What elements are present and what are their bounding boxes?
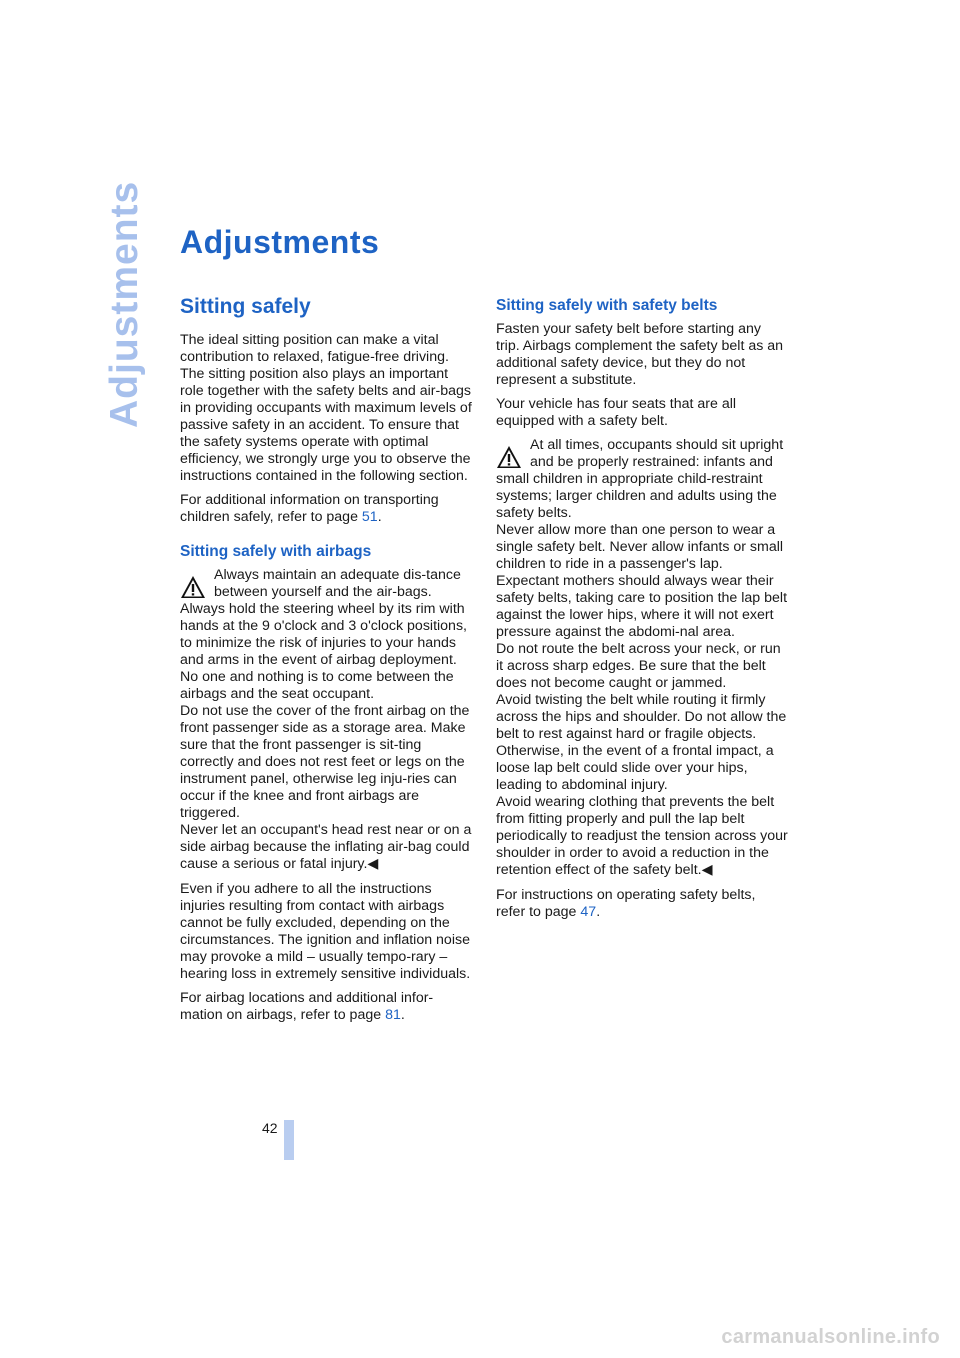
injuries-paragraph: Even if you adhere to all the instructions injuries resulting from contact with airbags cannot be fully excluded, depending on the circumstances. The ignition and inflation noise may provoke a mild – usually tempo-rary – hearing loss in extremely sensitive individuals. — [180, 881, 471, 982]
subheading-safety-belts: Sitting safely with safety belts — [496, 297, 718, 314]
belt-warning-text-1: At all times, occupants should sit upright and be properly restrained: infants and small children in appropriate child-restraint systems; larger children and adults using the safety belts. — [496, 437, 784, 521]
chapter-title: Adjustments — [180, 224, 380, 260]
side-chapter-tab: Adjustments — [103, 180, 146, 428]
subheading-airbags: Sitting safely with airbags — [180, 543, 372, 560]
watermark: carmanualsonline.info — [721, 1326, 940, 1348]
transport-paragraph: For additional information on transporting children safely, refer to page 51. — [180, 492, 439, 525]
belts-paragraph-1: Fasten your safety belt before starting any trip. Airbags complement the safety belt as an additional safety device, but they do not represent a substitute. — [496, 321, 784, 388]
airbag-warning-text-3: Do not use the cover of the front airbag on the front passenger side as a storage area. Make sure that the front passenger is sit-ting correctly and does not rest feet or legs on the instrument panel, otherwise leg inju-ries can occur if the knee and front airbags are triggered. — [180, 703, 470, 821]
intro-paragraph: The ideal sitting position can make a vital contribution to relaxed, fatigue-free driving. The sitting position also plays an important role together with the safety belts and air-bags in providing occupants with maximum levels of passive safety in an accident. To ensure that the safety systems operate with optimal efficiency, we strongly urge you to observe the instructions contained in the following section. — [180, 332, 472, 484]
belt-warning-text-4: Do not route the belt across your neck, or run it across sharp edges. Be sure that the belt does not become caught or jammed. — [496, 641, 781, 691]
airbag-locations-paragraph: For airbag locations and additional infor-mation on airbags, refer to page 81. — [180, 990, 434, 1023]
page-link-47[interactable]: 47 — [580, 904, 597, 920]
airbag-warning — [180, 567, 472, 873]
page-number: 42 — [262, 1120, 278, 1136]
safety-belt-warning — [496, 437, 788, 879]
page-number-bar — [284, 1120, 294, 1160]
airbag-warning-text-2: No one and nothing is to come between the airbags and the seat occupant. — [180, 669, 454, 702]
belt-warning-text-5: Avoid twisting the belt while routing it firmly across the hips and shoulder. Do not allow the belt to rest against hard or fragile objects. Otherwise, in the event of a frontal impact, a loose lap belt could slide over your hips, leading to abdominal injury. — [496, 692, 787, 793]
page-link-51[interactable]: 51 — [361, 509, 378, 525]
belt-instructions-paragraph: For instructions on operating safety belts, refer to page 47. — [496, 887, 756, 920]
airbag-warning-text-1: Always maintain an adequate dis-tance between yourself and the air-bags. Always hold the steering wheel by its rim with hands at the 9 o'clock and 3 o'clock positions, to minimize the risk of injuries to your hands and arms in the event of airbag deployment. — [180, 567, 467, 668]
belt-warning-text-3: Expectant mothers should always wear their safety belts, taking care to position the lap belt against the lower hips, where it will not exert pressure against the abdomi-nal area. — [496, 573, 788, 640]
airbag-warning-text-4: Never let an occupant's head rest near or on a side airbag because the inflating air-bag could cause a serious or fatal injury.◀ — [180, 822, 472, 872]
section-heading-sitting-safely: Sitting safely — [180, 295, 311, 318]
warning-triangle-icon — [180, 574, 206, 600]
right-column — [496, 296, 788, 928]
warning-triangle-icon — [496, 444, 522, 470]
belt-warning-text-6: Avoid wearing clothing that prevents the belt from fitting properly and pull the lap belt periodically to readjust the tension across your shoulder in order to avoid a reduction in the retention effect of the safety belt.◀ — [496, 794, 788, 878]
belt-warning-text-2: Never allow more than one person to wear a single safety belt. Never allow infants or small children to ride in a passenger's lap. — [496, 522, 784, 572]
page-link-81[interactable]: 81 — [385, 1007, 401, 1023]
belts-paragraph-2: Your vehicle has four seats that are all equipped with a safety belt. — [496, 396, 737, 429]
left-column — [180, 294, 472, 1031]
